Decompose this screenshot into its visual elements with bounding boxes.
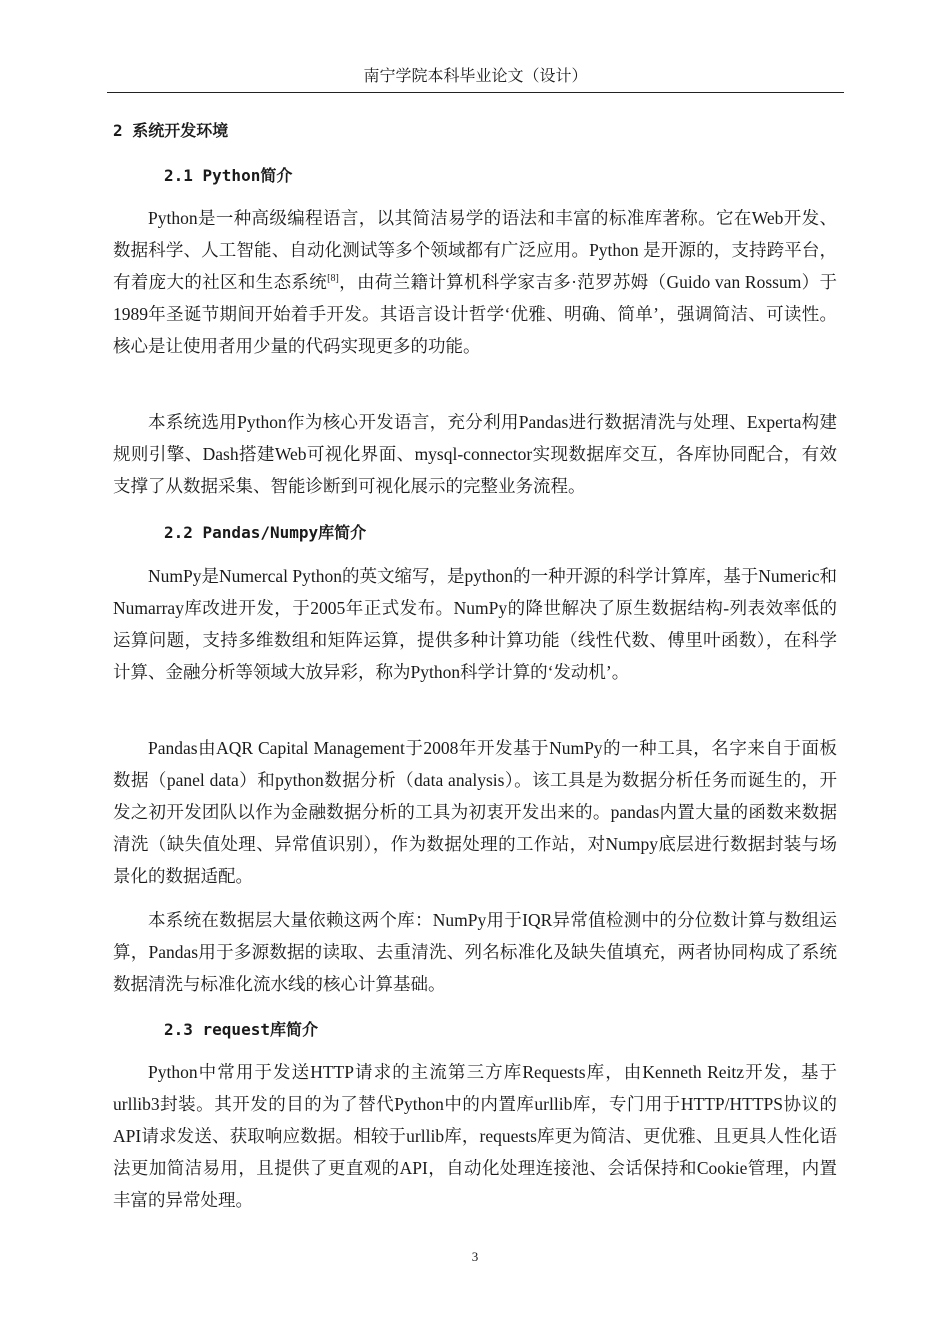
paragraph-pandas-intro: Pandas由AQR Capital Management于2008年开发基于NumPy的一种工具，名字来自于面板数据（panel data）和python数据分析（data analysis）。该工具是为数据分析任务而诞生的，开发之初开发团队以作为金融数据分析的工具为初衷开发出来的。pandas内置大量的函数来数据清洗（缺失值处理、异常值识别），作为数据处理的工作站，对Numpy底层进行数据封装与场景化的数据适配。 [113,738,837,886]
paragraph-requests-intro: Python中常用于发送HTTP请求的主流第三方库Requests库，由Kenneth Reitz开发，基于urllib3封装。其开发的目的为了替代Python中的内置库urllib库，专门用于HTTP/HTTPS协议的API请求发送、获取响应数据。相较于urllib库，requests库更为简洁、更优雅、且更具人性化语法更加简洁易用，且提供了更直观的API，自动化处理连接池、会话保持和Cookie管理，内置丰富的异常处理。 [113,1062,837,1210]
paragraph-numpy-intro: NumPy是Numercal Python的英文缩写，是python的一种开源的科学计算库，基于Numeric和Numarray库改进开发，于2005年正式发布。NumPy的降世解决了原生数据结构-列表效率低的运算问题，支持多维数组和矩阵运算，提供多种计算功能（线性代数、傅里叶函数），在科学计算、金融分析等领域大放异彩，称为Python科学计算的‘发动机’。 [113,566,837,682]
section-heading-2-3: 2.3 request库简介 [164,1020,318,1039]
citation-ref: [8] [327,273,339,285]
page-number: 3 [471,1249,479,1264]
section-heading-2-2: 2.2 Pandas/Numpy库简介 [164,523,367,542]
page-header: 南宁学院本科毕业论文（设计） [107,66,844,93]
paragraph-libs-usage: 本系统在数据层大量依赖这两个库：NumPy用于IQR异常值检测中的分位数计算与数组运算，Pandas用于多源数据的读取、去重清洗、列名标准化及缺失值填充，两者协同构成了系统数据清洗与标准化流水线的核心计算基础。 [113,910,837,994]
paragraph-text: ，由荷兰籍计算机科学家吉多·范罗苏姆（Guido van Rossum）于1989年圣诞节期间开始着手开发。其语言设计哲学‘优雅、明确、简单’，强调简洁、可读性。核心是让使用者用少量的代码实现更多的功能。 [113,272,837,356]
paragraph-text: Python是一种高级编程语言，以其简洁易学的语法和丰富的标准库著称。它在Web开发、数据科学、人工智能、自动化测试等多个领域都有广泛应用。Python 是开源的，支持跨平台，有着庞大的社区和生态系统 [113,208,837,292]
chapter-title: 2 系统开发环境 [113,121,229,140]
section-heading-2-1: 2.1 Python简介 [164,166,293,185]
paragraph-python-intro [113,202,837,362]
paragraph-python-usage: 本系统选用Python作为核心开发语言，充分利用Pandas进行数据清洗与处理、Experta构建规则引擎、Dash搭建Web可视化界面、mysql-connector实现数据库交互，各库协同配合，有效支撑了从数据采集、智能诊断到可视化展示的完整业务流程。 [113,412,837,496]
